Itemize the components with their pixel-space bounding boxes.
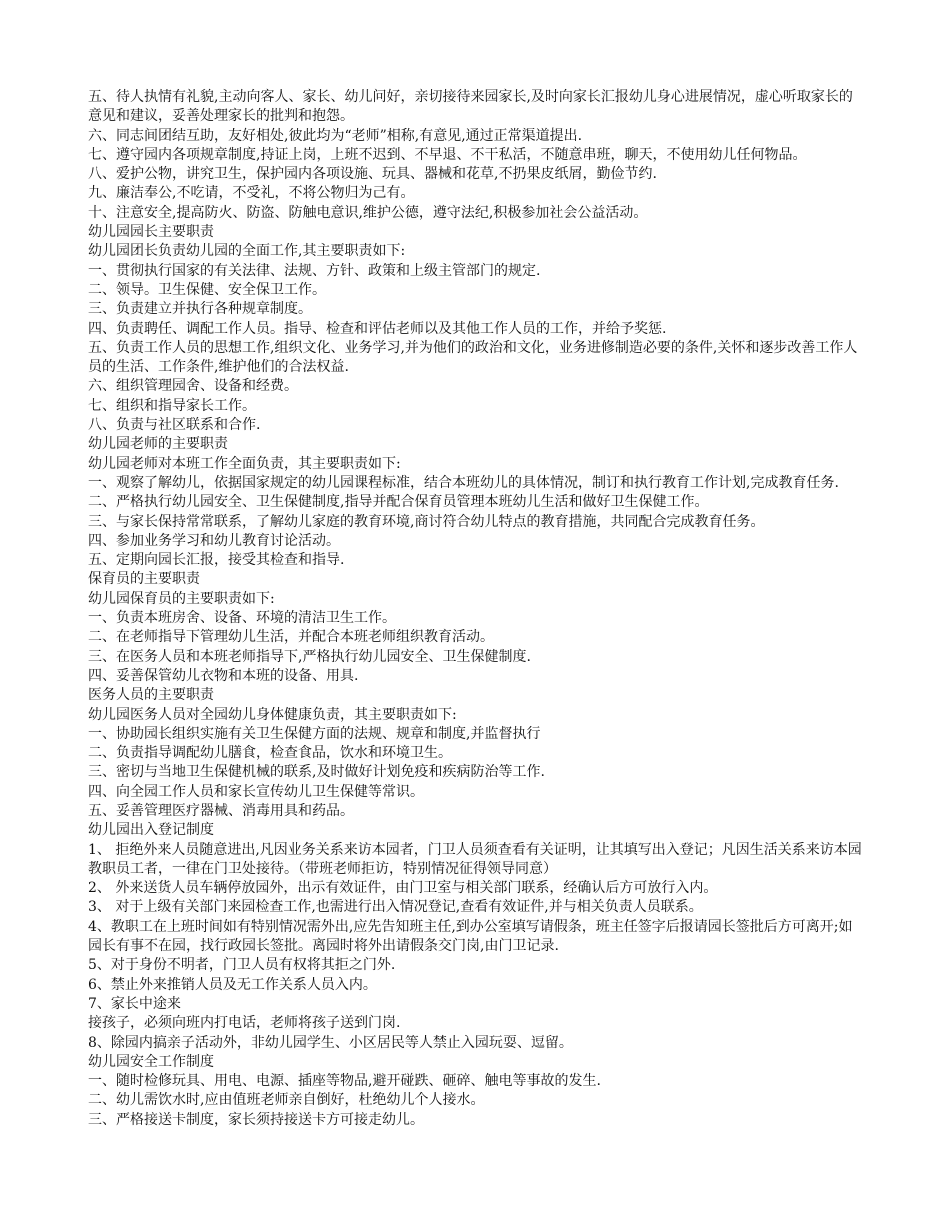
- paragraph: 三、密切与当地卫生保健机械的联系,及时做好计划免疫和疾病防治等工作.: [88, 764, 545, 781]
- paragraph: 1、 拒绝外来人员随意进出,凡因业务关系来访本园者，门卫人员须查看有关证明，让其填写出入登记；凡因生活关系来访本园教职员工者，一律在门卫处接待。（带班老师拒访，特别情况征得领导同意）: [88, 841, 862, 877]
- paragraph: 三、严格接送卡制度，家长须持接送卡方可接走幼儿。: [88, 1111, 424, 1128]
- paragraph: 六、同志间团结互助，友好相处,彼此均为“老师”相称,有意见,通过正常渠道提出.: [88, 127, 583, 144]
- paragraph: 五、定期向园长汇报，接受其检查和指导.: [88, 552, 345, 569]
- paragraph: 四、妥善保管幼儿衣物和本班的设备、用具.: [88, 667, 359, 684]
- paragraph: 五、待人执情有礼貌,主动向客人、家长、幼儿问好，亲切接待来园家长,及时向家长汇报幼儿身心进展情况，虚心听取家长的意见和建议，妥善处理家长的批判和抱怨。: [88, 89, 853, 125]
- paragraph: 二、在老师指导下管理幼儿生活，并配合本班老师组织教育活动。: [88, 629, 494, 646]
- paragraph: 一、贯彻执行国家的有关法律、法规、方针、政策和上级主管部门的规定.: [88, 262, 541, 279]
- paragraph: 4、教职工在上班时间如有特别情况需外出,应先告知班主任,到办公室填写请假条，班主任签字后报请园长签批后方可离开;如园长有事不在园，找行政园长签批。离园时将外出请假条交门岗,由门卫记录.: [88, 918, 853, 955]
- section-heading: 保育员的主要职责: [88, 571, 200, 588]
- paragraph: 三、与家长保持常常联系，了解幼儿家庭的教育环境,商讨符合幼儿特点的教育措施，共同配合完成教育任务。: [88, 513, 765, 530]
- document-body: [88, 88, 863, 1130]
- paragraph: 七、遵守园内各项规章制度,持证上岗，上班不迟到、不早退、不干私活，不随意串班，聊天，不使用幼儿任何物品。: [88, 146, 807, 163]
- paragraph: 6、禁止外来推销人员及无工作关系人员入内。: [88, 976, 377, 993]
- paragraph: 五、负责工作人员的思想工作,组织文化、业务学习,并为他们的政治和文化，业务进修制造必要的条件,关怀和逐步改善工作人员的生活、工作条件,维护他们的合法权益.: [88, 339, 858, 376]
- paragraph: 三、负责建立并执行各种规章制度。: [88, 301, 312, 318]
- paragraph: 幼儿园老师对本班工作全面负责，其主要职责如下:: [88, 455, 401, 472]
- paragraph: 5、对于身份不明者，门卫人员有权将其拒之门外.: [88, 957, 396, 974]
- paragraph: 二、严格执行幼儿园安全、卫生保健制度,指导并配合保育员管理本班幼儿生活和做好卫生保健工作。: [88, 494, 709, 511]
- paragraph: 八、负责与社区联系和合作.: [88, 417, 261, 434]
- paragraph: 3、 对于上级有关部门来园检查工作,也需进行出入情况登记,查看有效证件,并与相关负责人员联系。: [88, 899, 703, 916]
- paragraph: 8、除园内搞亲子活动外，非幼儿园学生、小区居民等人禁止入园玩耍、逗留。: [88, 1034, 573, 1051]
- paragraph: 二、领导。卫生保健、安全保卫工作。: [88, 281, 326, 298]
- paragraph: 2、 外来送货人员车辆停放园外，出示有效证件，由门卫室与相关部门联系，经确认后方可放行入内。: [88, 880, 718, 897]
- paragraph: 七、组织和指导家长工作。: [88, 397, 256, 414]
- paragraph: 三、在医务人员和本班老师指导下,严格执行幼儿园安全、卫生保健制度.: [88, 648, 531, 665]
- paragraph: 二、幼儿需饮水时,应由值班老师亲自倒好，杜绝幼儿个人接水。: [88, 1092, 485, 1109]
- paragraph: 一、负责本班房舍、设备、环境的清洁卫生工作。: [88, 610, 396, 627]
- paragraph: 四、向全园工作人员和家长宣传幼儿卫生保健等常识。: [88, 783, 424, 800]
- paragraph: 四、参加业务学习和幼儿教育讨论活动。: [88, 532, 340, 549]
- paragraph: 幼儿园团长负责幼儿园的全面工作,其主要职责如下:: [88, 243, 406, 260]
- section-heading: 幼儿园出入登记制度: [88, 822, 214, 839]
- paragraph: 幼儿园保育员的主要职责如下:: [88, 590, 275, 607]
- section-heading: 幼儿园安全工作制度: [88, 1053, 214, 1070]
- paragraph: 接孩子，必须向班内打电话，老师将孩子送到门岗.: [88, 1015, 401, 1032]
- section-heading: 医务人员的主要职责: [88, 687, 214, 704]
- paragraph: 7、家长中途来: [88, 995, 181, 1012]
- section-heading: 幼儿园园长主要职责: [88, 224, 214, 241]
- paragraph: 一、随时检修玩具、用电、电源、插座等物品,避开碰跌、砸碎、触电等事故的发生.: [88, 1073, 601, 1090]
- paragraph: 十、注意安全,提高防火、防盗、防触电意识,维护公德，遵守法纪,积极参加社会公益活动。: [88, 204, 648, 221]
- paragraph: 二、负责指导调配幼儿膳食，检查食品，饮水和环境卫生。: [88, 745, 452, 762]
- paragraph: 八、爱护公物，讲究卫生，保护园内各项设施、玩具、器械和花草,不扔果皮纸屑，勤俭节约.: [88, 166, 657, 183]
- paragraph: 幼儿园医务人员对全园幼儿身体健康负责，其主要职责如下:: [88, 706, 457, 723]
- section-heading: 幼儿园老师的主要职责: [88, 436, 228, 453]
- paragraph: 五、妥善管理医疗器械、消毒用具和药品。: [88, 802, 354, 819]
- paragraph: 一、观察了解幼儿，依据国家规定的幼儿园课程标准，结合本班幼儿的具体情况，制订和执行教育工作计划,完成教育任务.: [88, 474, 839, 491]
- paragraph: 四、负责聘任、调配工作人员。指导、检查和评估老师以及其他工作人员的工作，并给予奖惩.: [88, 320, 667, 337]
- paragraph: 九、廉洁奉公,不吃请，不受礼，不将公物归为己有。: [88, 185, 415, 202]
- paragraph: 一、协助园长组织实施有关卫生保健方面的法规、规章和制度,并监督执行: [88, 725, 541, 742]
- paragraph: 六、组织管理园舍、设备和经费。: [88, 378, 298, 395]
